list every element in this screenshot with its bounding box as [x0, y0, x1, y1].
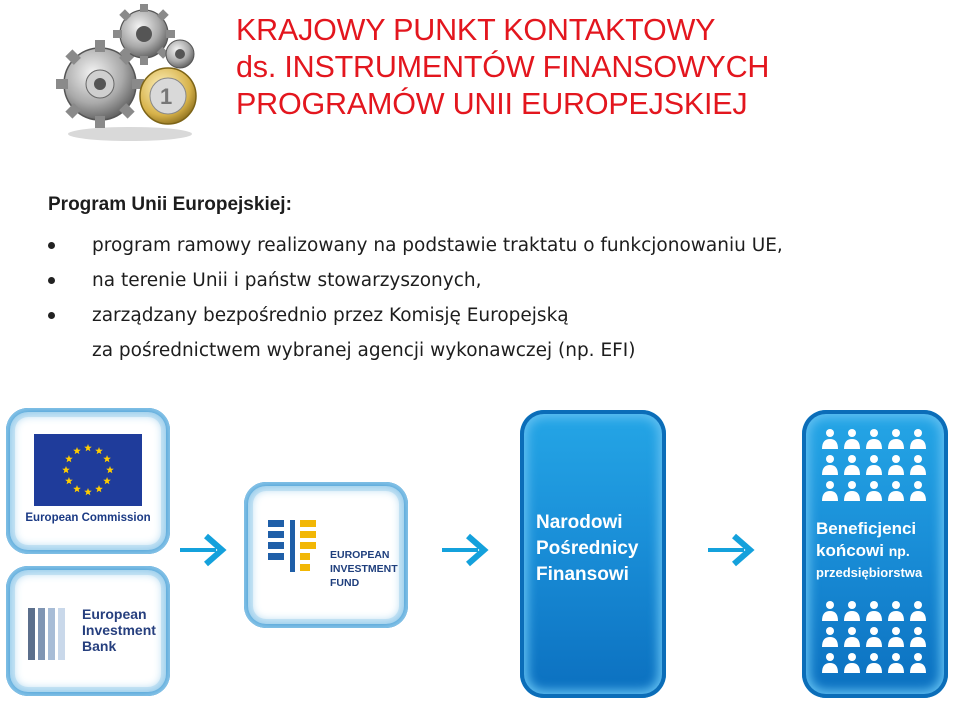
person-icon	[888, 455, 904, 475]
person-icon	[822, 653, 838, 673]
european-investment-bank-box	[6, 566, 170, 696]
chevron-arrow-right-icon	[706, 532, 762, 568]
person-icon	[844, 481, 860, 501]
intermediaries-line2: Pośrednicy	[536, 538, 639, 559]
bullet-text: zarządzany bezpośrednio przez Komisję Europejską	[92, 305, 569, 326]
beneficiaries-line3: przedsiębiorstwa	[816, 565, 923, 580]
eib-label-line1: European	[82, 606, 147, 622]
eib-label-line2: Investment	[82, 622, 156, 638]
person-icon	[888, 481, 904, 501]
eib-label-line3: Bank	[82, 638, 117, 654]
person-icon	[822, 601, 838, 621]
person-icon	[844, 429, 860, 449]
person-icon	[822, 429, 838, 449]
national-financial-intermediaries-box	[520, 410, 666, 698]
person-icon	[910, 455, 926, 475]
page-title	[236, 12, 956, 123]
bullet-dot-icon	[48, 312, 55, 319]
svg-text:1: 1	[160, 84, 173, 109]
final-beneficiaries-box	[802, 410, 948, 698]
gears-with-euro-coin-icon	[52, 4, 202, 144]
bullet-dot-icon	[48, 242, 55, 249]
title-line-3: PROGRAMÓW UNII EUROPEJSKIEJ	[236, 87, 748, 121]
person-icon	[910, 653, 926, 673]
bullet-text: program ramowy realizowany na podstawie traktatu o funkcjonowaniu UE,	[92, 235, 783, 256]
chevron-arrow-right-icon	[178, 532, 234, 568]
bullet-dot-icon	[48, 277, 55, 284]
person-icon	[888, 653, 904, 673]
eif-logo-icon	[268, 520, 328, 572]
intermediaries-line1: Narodowi	[536, 512, 623, 533]
chevron-arrow-right-icon	[440, 532, 496, 568]
person-icon	[844, 653, 860, 673]
person-icon	[844, 455, 860, 475]
beneficiaries-np: np.	[888, 543, 910, 559]
eif-label-line1: EUROPEAN	[330, 549, 390, 561]
person-icon	[866, 481, 882, 501]
person-icon	[910, 429, 926, 449]
eif-label-line3: FUND	[330, 577, 360, 589]
eu-flag-icon	[34, 434, 142, 506]
person-icon	[888, 627, 904, 647]
person-icon	[866, 455, 882, 475]
person-icon	[866, 429, 882, 449]
person-icon	[866, 627, 882, 647]
european-commission-box	[6, 408, 170, 554]
person-icon	[866, 653, 882, 673]
people-group-icon	[820, 596, 932, 684]
eif-label-line2: INVESTMENT	[330, 563, 398, 575]
people-group-icon	[820, 424, 932, 506]
person-icon	[910, 627, 926, 647]
beneficiaries-line1: Beneficjenci	[816, 519, 917, 538]
person-icon	[910, 481, 926, 501]
bullet-item	[48, 230, 958, 261]
bullet-list	[48, 230, 958, 366]
person-icon	[888, 429, 904, 449]
intermediaries-line3: Finansowi	[536, 564, 629, 585]
person-icon	[844, 601, 860, 621]
bullet-text-continuation: za pośrednictwem wybranej agencji wykonawczej (np. EFI)	[92, 340, 636, 361]
european-investment-fund-box	[244, 482, 408, 628]
european-commission-label: European Commission	[25, 512, 151, 524]
person-icon	[822, 627, 838, 647]
person-icon	[822, 481, 838, 501]
person-icon	[910, 601, 926, 621]
person-icon	[844, 627, 860, 647]
program-subheading: Program Unii Europejskiej:	[48, 194, 292, 215]
bullet-item	[48, 300, 958, 366]
eib-logo-icon	[26, 608, 74, 660]
person-icon	[822, 455, 838, 475]
beneficiaries-line2: końcowi	[816, 541, 885, 560]
bullet-item	[48, 265, 958, 296]
title-line-1: KRAJOWY PUNKT KONTAKTOWY	[236, 13, 716, 47]
person-icon	[888, 601, 904, 621]
title-line-2: ds. INSTRUMENTÓW FINANSOWYCH	[236, 50, 770, 84]
person-icon	[866, 601, 882, 621]
bullet-text: na terenie Unii i państw stowarzyszonych,	[92, 270, 482, 291]
